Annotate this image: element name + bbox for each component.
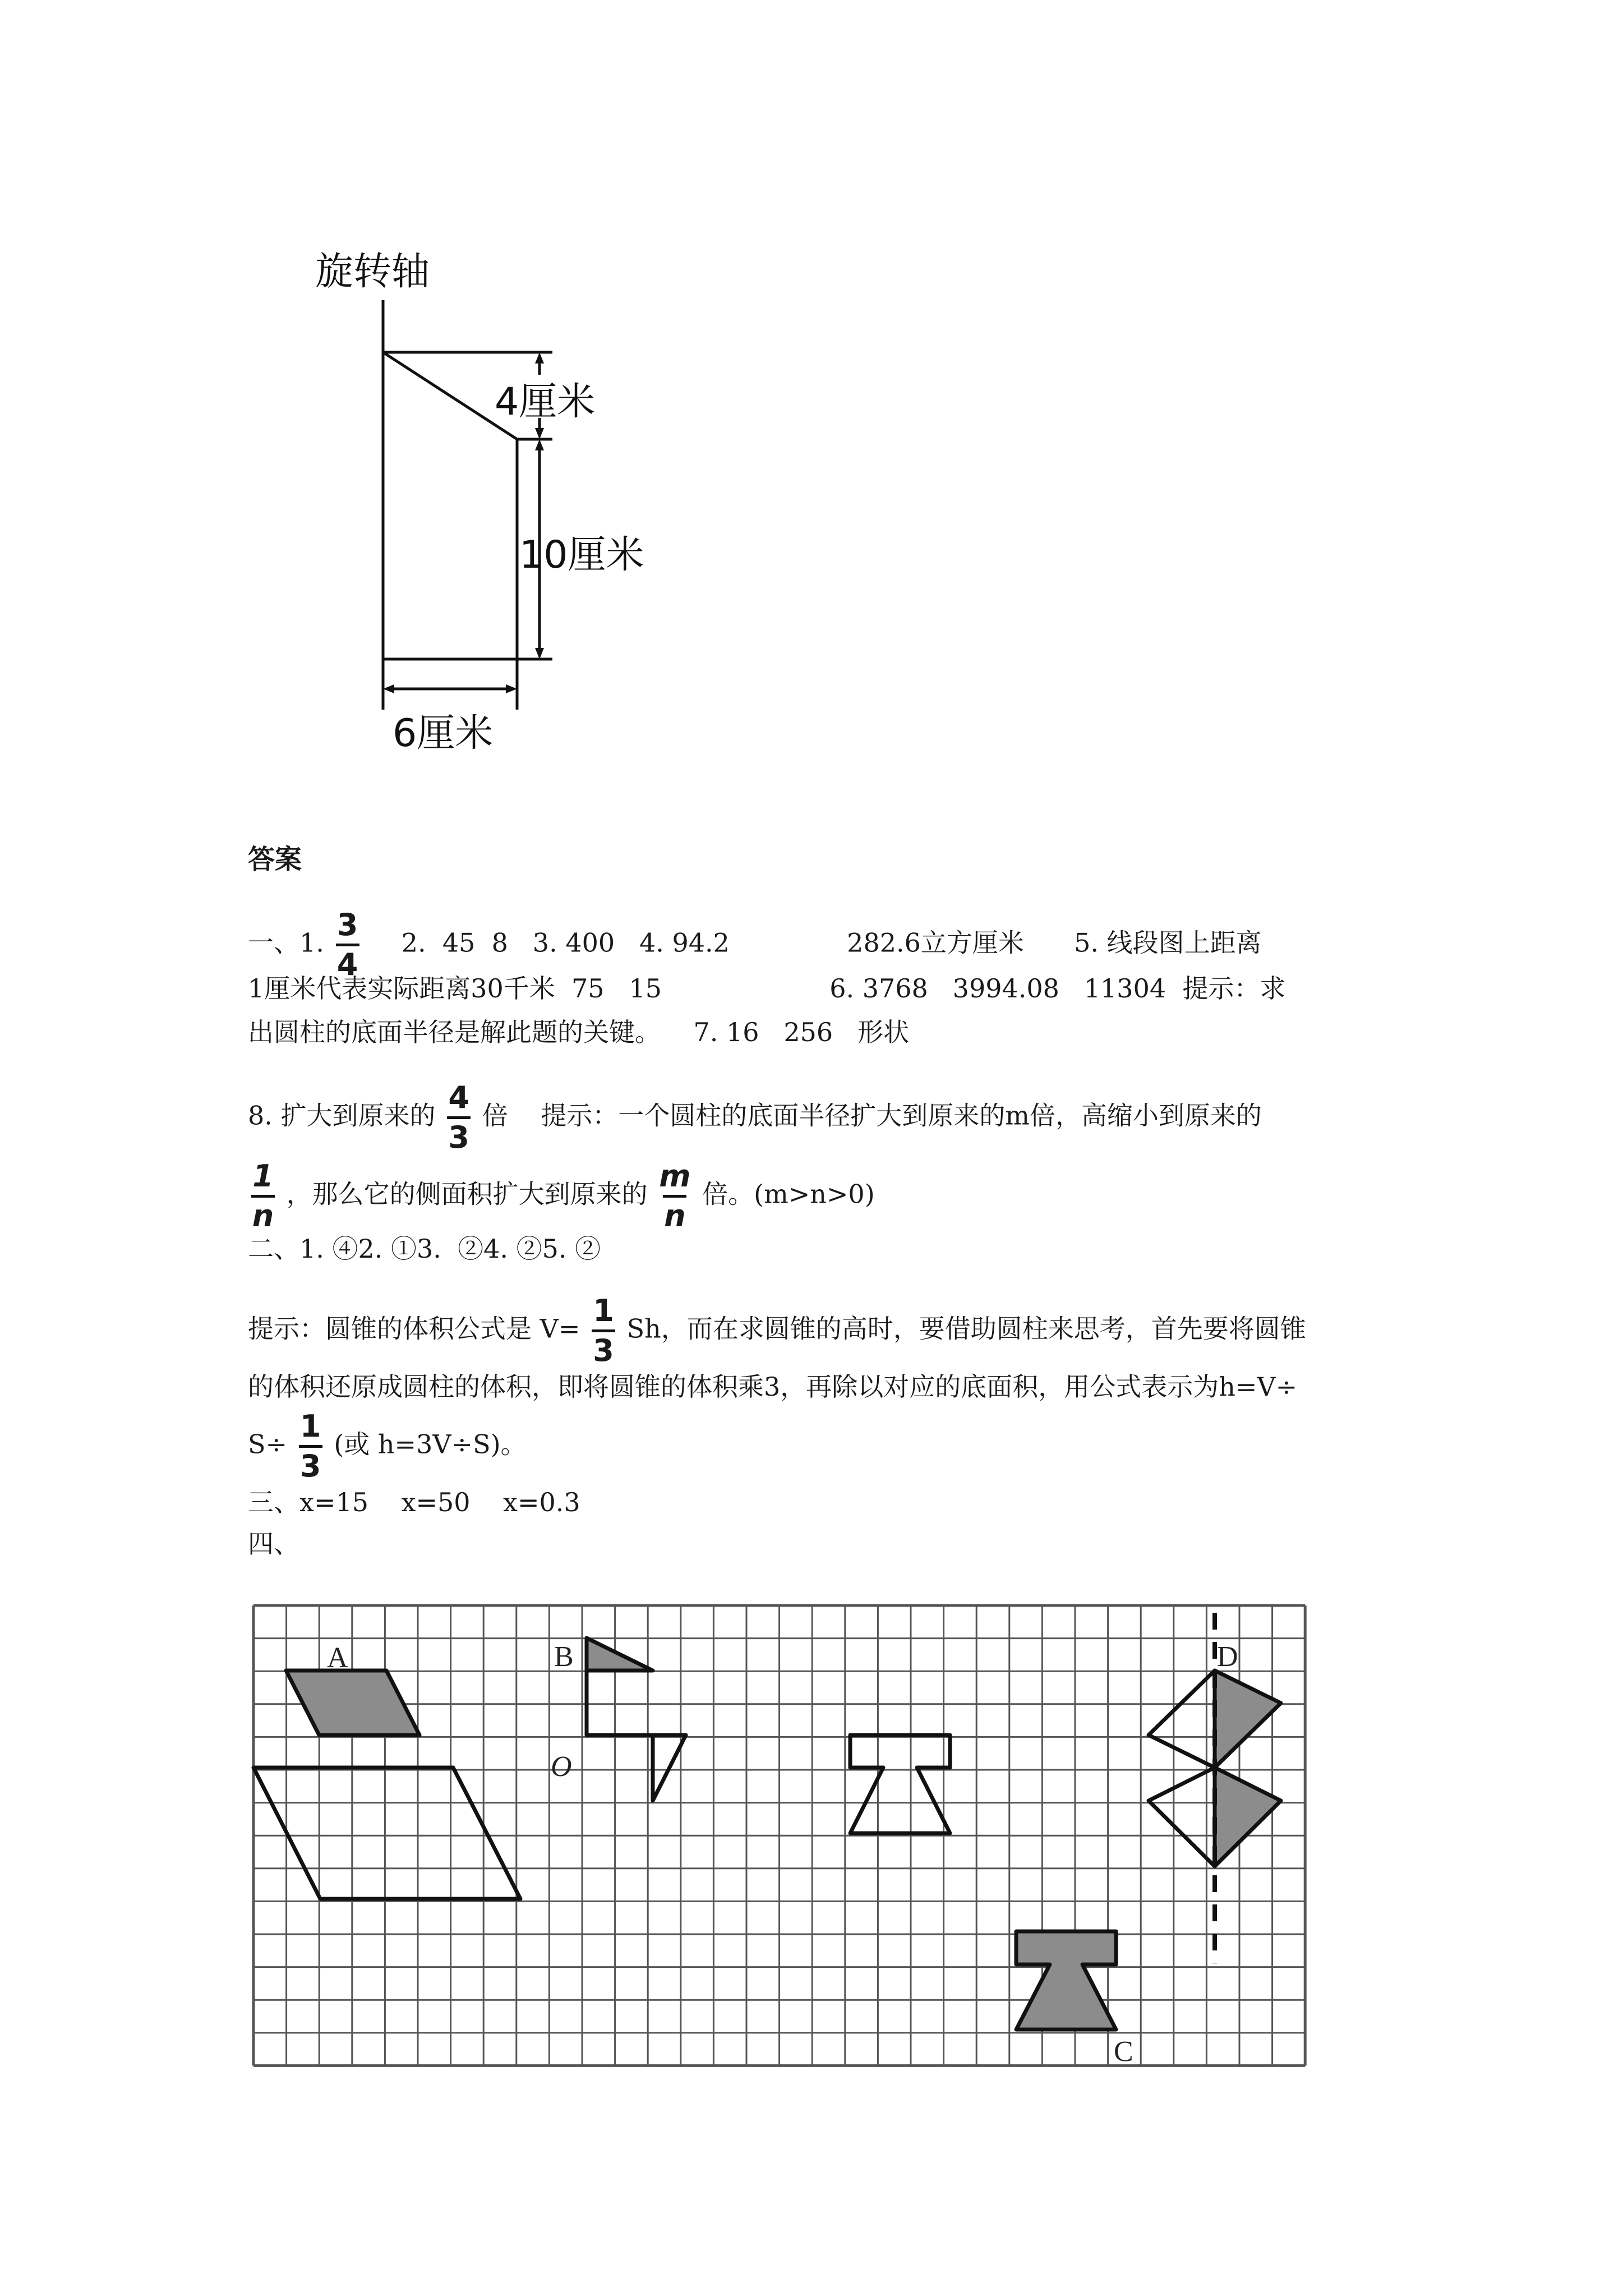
answer-2-text2: 6. 3768 3994.08 11304 提示：求 <box>829 973 1286 1004</box>
answer-5-mid: ，那么它的侧面积扩大到原来的 <box>286 1179 648 1209</box>
shape-d-left-kite-top <box>1149 1671 1215 1768</box>
shape-o-rotated-flag <box>587 1671 686 1801</box>
rotation-axis-label: 旋转轴 <box>315 250 430 294</box>
answer-11-text: 四、 <box>248 1529 299 1559</box>
shape-d-right-kite-top <box>1215 1671 1281 1768</box>
shape-large-parallelogram <box>253 1768 520 1899</box>
answer-9-rest: (或 h=3V÷S)。 <box>334 1429 527 1460</box>
fraction-numerator: m <box>659 1158 691 1194</box>
answer-3-text: 出圆柱的底面半径是解此题的关键。 7. 16 256 形状 <box>248 1017 910 1047</box>
label-b: B <box>554 1641 574 1673</box>
answer-1-rest: 2. 45 8 3. 400 4. 94.2 <box>401 927 730 958</box>
answer-4-prefix: 8. 扩大到原来的 <box>248 1100 436 1131</box>
answer-4-rest: 倍 提示：一个圆柱的底面半径扩大到原来的m倍，高缩小到原来的 <box>482 1100 1262 1131</box>
fraction-denominator: n <box>252 1198 274 1234</box>
fraction-numerator: 4 <box>448 1080 469 1115</box>
shape-a-shaded-parallelogram <box>286 1671 419 1735</box>
answer-7-prefix: 提示：圆锥的体积公式是 V= <box>248 1313 580 1344</box>
dimension-label-10cm: 10厘米 <box>519 533 644 577</box>
answer-1-prefix: 一、1. <box>248 927 324 958</box>
answer-8-text: 的体积还原成圆柱的体积，即将圆锥的体积乘3，再除以对应的底面积，用公式表示为h=V÷ <box>248 1372 1298 1402</box>
fraction-numerator: 1 <box>252 1158 274 1194</box>
answers-heading: 答案 <box>248 844 302 875</box>
label-d: D <box>1217 1641 1238 1673</box>
answer-1-tail: 5. 线段图上距离 <box>1074 927 1262 958</box>
fraction-numerator: 1 <box>299 1409 321 1444</box>
shape-b-shaded-triangle <box>587 1638 653 1671</box>
label-a: A <box>327 1642 348 1674</box>
shape-c-shaded-t <box>1016 1931 1116 2030</box>
shape-d-left-kite-bottom <box>1149 1768 1215 1866</box>
answer-5-rest: 倍。(m>n>0) <box>702 1179 875 1209</box>
fraction-denominator: n <box>664 1198 686 1234</box>
answer-9-prefix: S÷ <box>248 1429 288 1460</box>
label-c: C <box>1114 2036 1133 2068</box>
answer-1-volume: 282.6立方厘米 <box>847 927 1024 958</box>
fraction-denominator: 4 <box>336 947 358 982</box>
fraction-denominator: 3 <box>299 1448 321 1484</box>
dimension-label-6cm: 6厘米 <box>393 711 494 756</box>
dimension-label-4cm: 4厘米 <box>495 380 596 424</box>
fraction-denominator: 3 <box>593 1333 614 1368</box>
fraction-numerator: 3 <box>336 907 358 942</box>
answer-7-rest: Sh，而在求圆锥的高时，要借助圆柱来思考，首先要将圆锥 <box>626 1313 1306 1344</box>
shape-t-outline <box>850 1735 950 1833</box>
label-o: O <box>551 1751 572 1783</box>
answer-2-text: 1厘米代表实际距离30千米 75 15 <box>248 973 662 1004</box>
fraction-numerator: 1 <box>593 1293 614 1328</box>
answer-10-text: 三、x=15 x=50 x=0.3 <box>248 1487 580 1517</box>
grid-lines <box>253 1605 1305 2065</box>
shape-d-right-kite-bottom <box>1215 1768 1281 1866</box>
answer-6-text: 二、1. ④2. ①3. ②4. ②5. ② <box>248 1234 601 1264</box>
fraction-denominator: 3 <box>448 1120 469 1155</box>
